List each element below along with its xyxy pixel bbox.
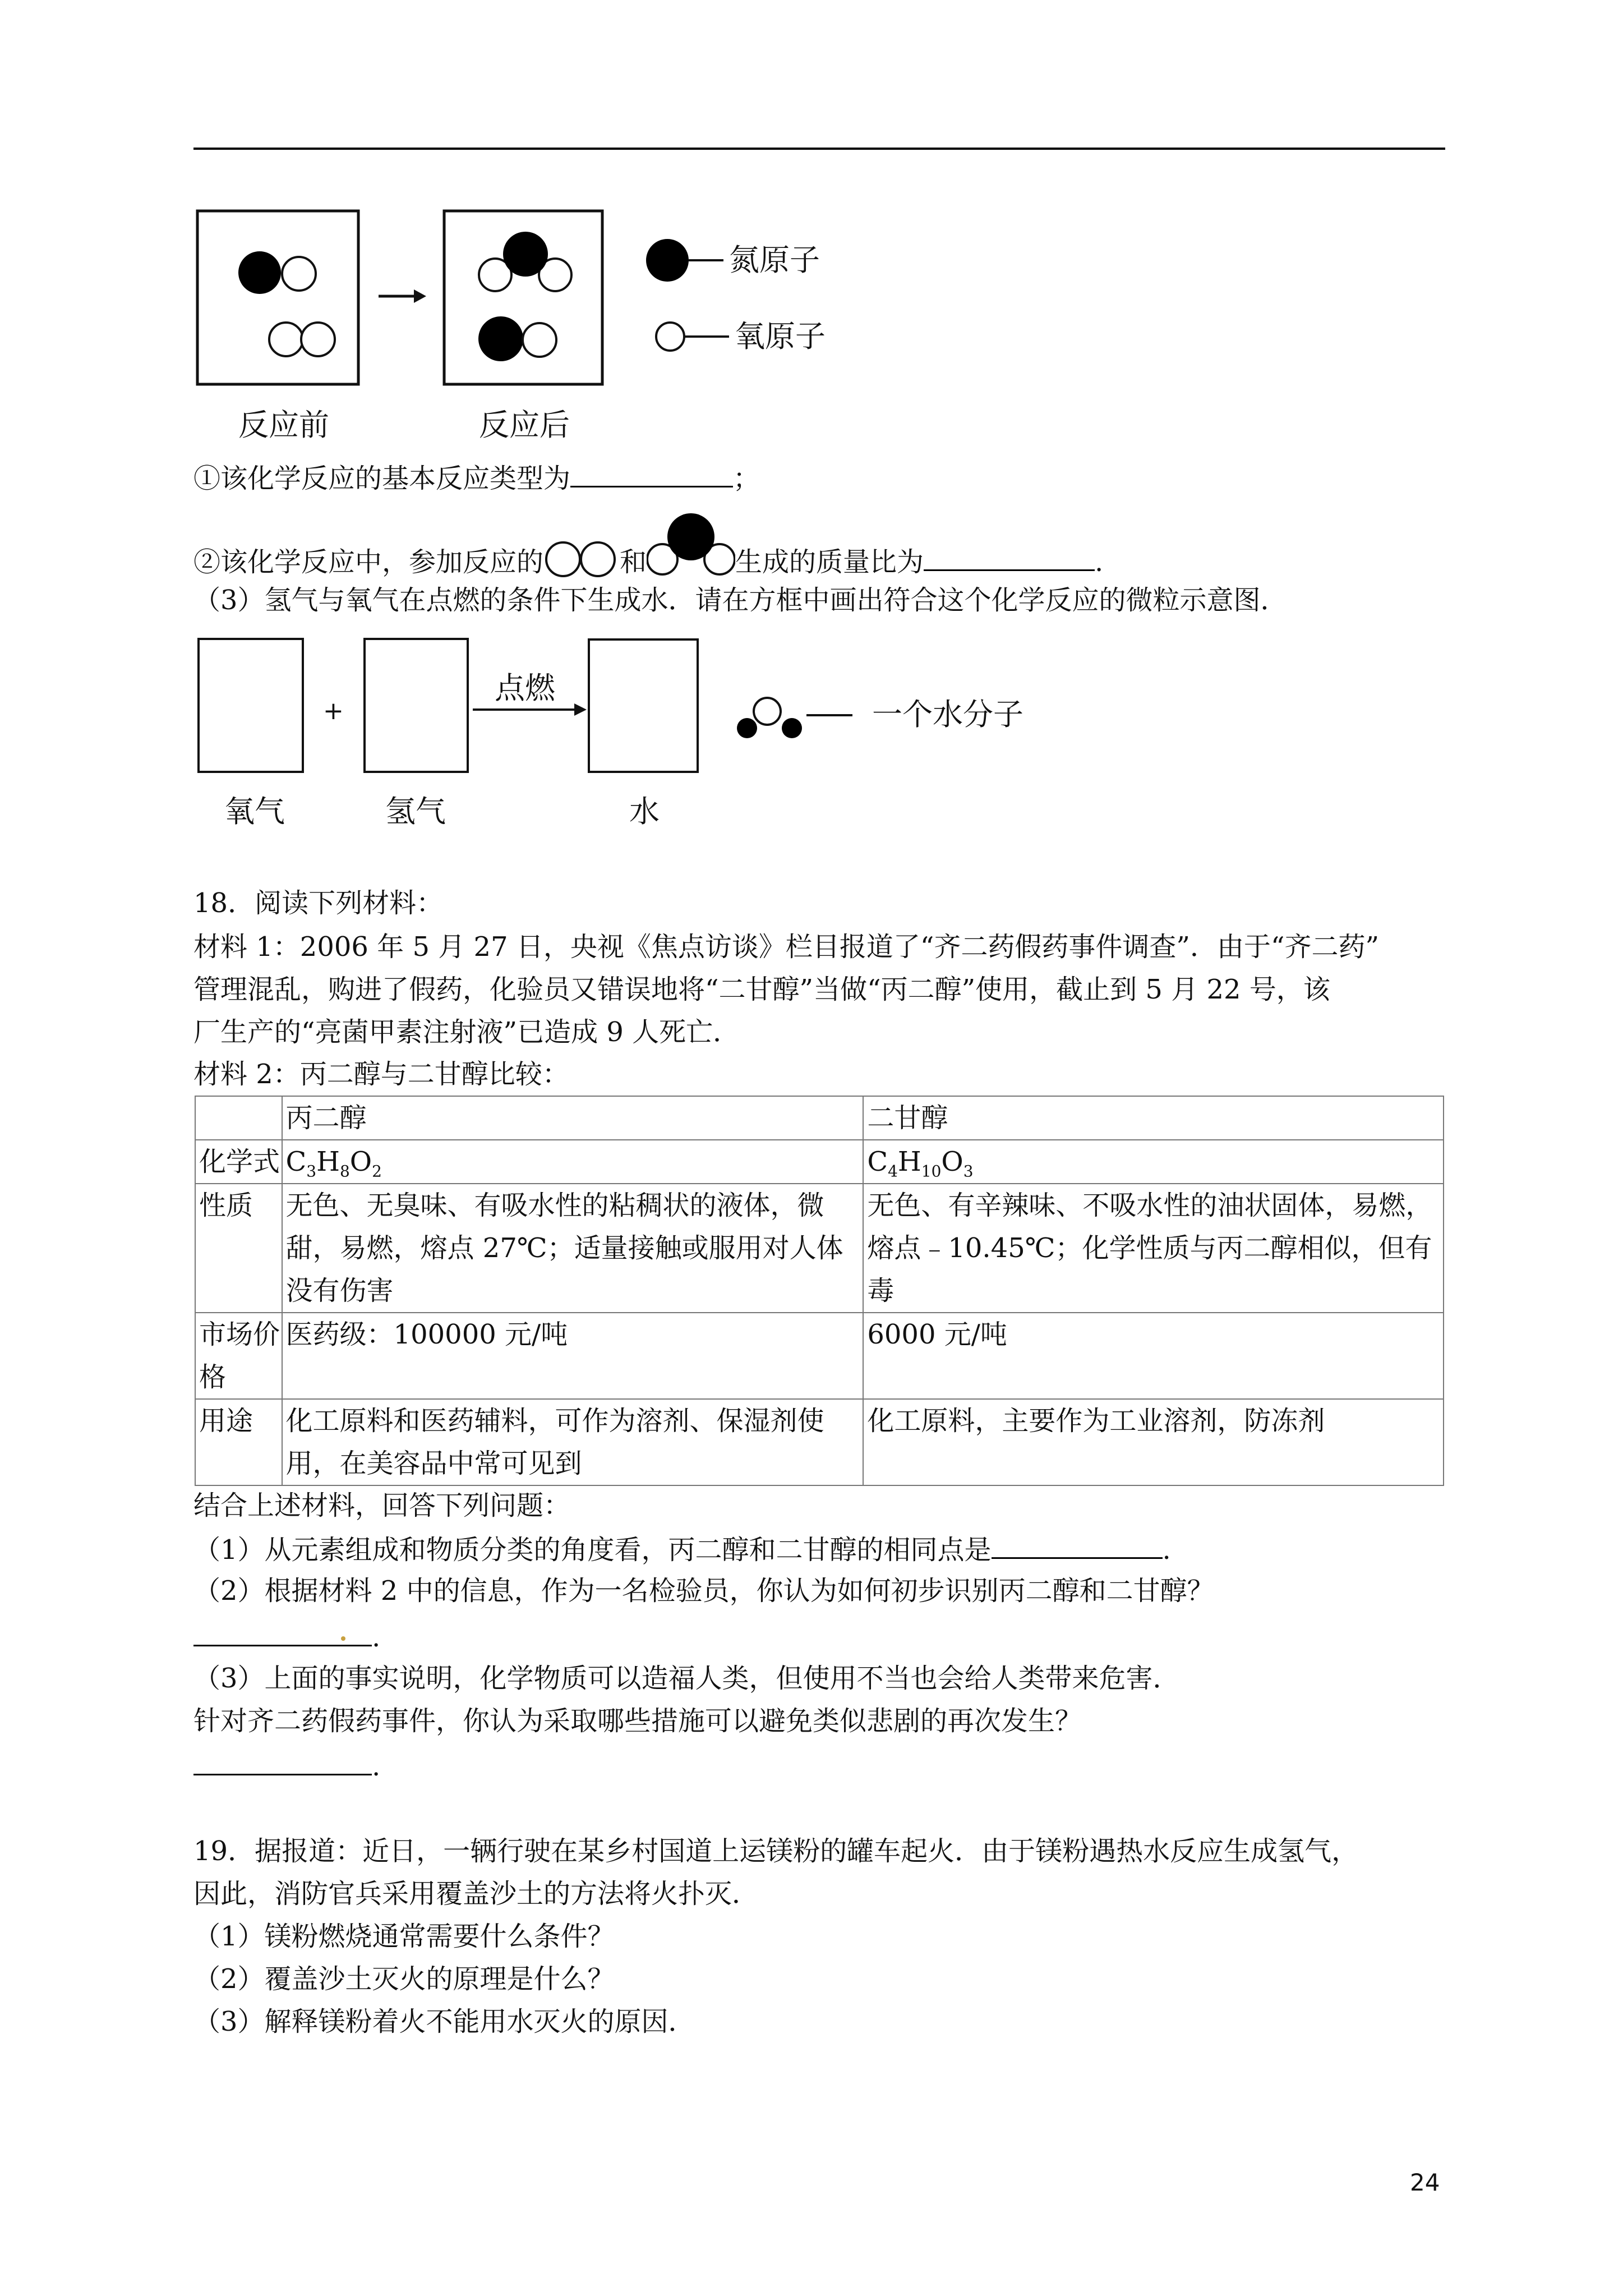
oxygen-legend-icon [656,323,684,351]
q19-line2: 因此，消防官兵采用覆盖沙土的方法将火扑灭． [193,1878,759,1910]
table-row [195,1313,1444,1399]
water-box [589,639,698,772]
q18-material2: 材料 2：丙二醇与二甘醇比较： [193,1059,569,1090]
uses-propylene-glycol: 化工原料和医药辅料，可作为溶剂、保湿剂使 用，在美容品中常可见到 [282,1399,864,1485]
q18-q3-line2: 针对齐二药假药事件，你认为采取哪些措施可以避免类似悲剧的再次发生？ [193,1705,1082,1737]
q18-q2-end: . [372,1622,381,1653]
nitrogen-legend-icon [646,239,689,282]
q18-q1 [193,1530,1171,1568]
after-label: 反应后 [479,407,570,443]
q19-q1: （1）镁粉燃烧通常需要什么条件？ [193,1921,615,1952]
q19-q2: （2）覆盖沙土灭火的原理是什么？ [193,1963,615,1995]
q18-q3-answer [193,1747,380,1784]
q17-sub1-text: ①该化学反应的基本反应类型为 [193,463,571,494]
table-row [195,1184,1444,1313]
table-row [195,1096,1444,1140]
answer-blank[interactable] [193,1618,372,1646]
q18-q2-answer [193,1618,380,1655]
water-box-label: 水 [629,794,660,829]
ignite-label: 点燃 [495,670,555,706]
q18-q2: （2）根据材料 2 中的信息，作为一名检验员，你认为如何初步识别丙二醇和二甘醇？ [193,1575,1214,1607]
q19-line1: 19．据报道：近日，一辆行驶在某乡村国道上运镁粉的罐车起火．由于镁粉遇热水反应生成氢气， [193,1835,1359,1867]
before-label: 反应前 [238,407,329,443]
uses-diethylene-glycol: 化工原料，主要作为工业溶剂，防冻剂 [863,1399,1444,1485]
q17-sub2-text-b: 和 [620,546,647,578]
q18-material1-line2: 管理混乱，购进了假药，化验员又错误地将“二甘醇”当做“丙二醇”使用，截止到 5 月 22 号，该 [193,974,1330,1005]
stray-mark [341,1636,345,1641]
price-diethylene-glycol: 6000 元/吨 [863,1313,1444,1399]
row-label-price: 市场价 格 [195,1313,282,1399]
comparison-table [195,1096,1444,1486]
table-row [195,1399,1444,1485]
table-header-propylene-glycol: 丙二醇 [282,1096,864,1140]
before-box [197,211,358,384]
q18-title: 18．阅读下列材料： [193,887,444,919]
no2-molecule-icon [647,512,735,579]
formula-diethylene-glycol: $C_4H_{10}O_3$ [863,1140,1444,1184]
answer-blank[interactable] [570,459,733,487]
q18-q3-end: . [372,1751,381,1782]
properties-propylene-glycol: 无色、无臭味、有吸水性的粘稠状的液体，微 甜，易燃，熔点 27℃；适量接触或服用对人体 没有伤害 [282,1184,864,1313]
oxygen-atom [269,323,303,356]
table-header-diethylene-glycol: 二甘醇 [863,1096,1444,1140]
q18-combine: 结合上述材料，回答下列问题： [193,1490,571,1521]
q18-material1-line3: 厂生产的“亮菌甲素注射液”已造成 9 人死亡． [193,1016,740,1048]
page-number: 24 [1410,2169,1440,2196]
water-hydrogen-atom [782,718,802,738]
q18-q1-text: （1）从元素组成和物质分类的角度看，丙二醇和二甘醇的相同点是 [193,1534,992,1566]
q17-sub2-text-c: 生成的质量比为 [735,546,924,578]
oxygen-atom [282,257,316,291]
answer-blank[interactable] [193,1747,372,1775]
q18-q3-line1: （3）上面的事实说明，化学物质可以造福人类，但使用不当也会给人类带来危害． [193,1663,1180,1694]
q17-sub2-text-a: ②该化学反应中，参加反应的 [193,546,544,578]
oxygen-legend-label: 氧原子 [735,319,826,354]
oxygen-box-label: 氧气 [224,794,285,829]
nitrogen-atom [238,251,281,294]
nitrogen-atom [478,316,523,361]
q17-sub2 [193,540,1103,580]
q19-q3: （3）解释镁粉着火不能用水灭火的原因． [193,2006,695,2037]
row-label-formula: 化学式 [195,1140,282,1184]
row-label-uses: 用途 [195,1399,282,1485]
q17-sub1 [193,459,760,496]
reaction-arrowhead [414,289,426,303]
oxygen-box [199,639,303,772]
hydrogen-box [365,639,468,772]
oxygen-atom [523,323,556,357]
q17-sub1-end: ； [733,463,760,494]
q18-q1-end: . [1162,1534,1171,1566]
nitrogen-legend-label: 氮原子 [729,242,820,278]
row-label-properties: 性质 [195,1184,282,1313]
nitrogen-atom [503,232,548,277]
oxygen-atom [301,323,335,356]
price-propylene-glycol: 医药级：100000 元/吨 [282,1313,864,1399]
answer-blank[interactable] [992,1530,1163,1559]
water-oxygen-atom [754,698,781,725]
q17-sub3: （3）氢气与氧气在点燃的条件下生成水．请在方框中画出符合这个化学反应的微粒示意图． [193,585,1288,616]
q17-sub2-end: . [1095,546,1104,578]
formula-propylene-glycol: $C_3H_8O_2$ [282,1140,864,1184]
water-hydrogen-atom [737,718,757,738]
water-legend-label: 一个水分子 [872,697,1023,732]
properties-diethylene-glycol: 无色、有辛辣味、不吸水性的油状固体，易燃， 熔点﹣10.45℃；化学性质与丙二醇相似，但有 毒 [863,1184,1444,1313]
answer-blank[interactable] [924,542,1095,571]
table-cell [195,1096,282,1140]
q18-material1-line1: 材料 1：2006 年 5 月 27 日，央视《焦点访谈》栏目报道了“齐二药假药事件调查”．由于“齐二药” [193,931,1380,963]
hydrogen-box-label: 氢气 [385,794,446,829]
ignite-arrowhead [574,703,587,716]
oxygen-molecule-icon [543,540,620,579]
plus-sign: + [323,697,344,725]
table-row [195,1140,1444,1184]
